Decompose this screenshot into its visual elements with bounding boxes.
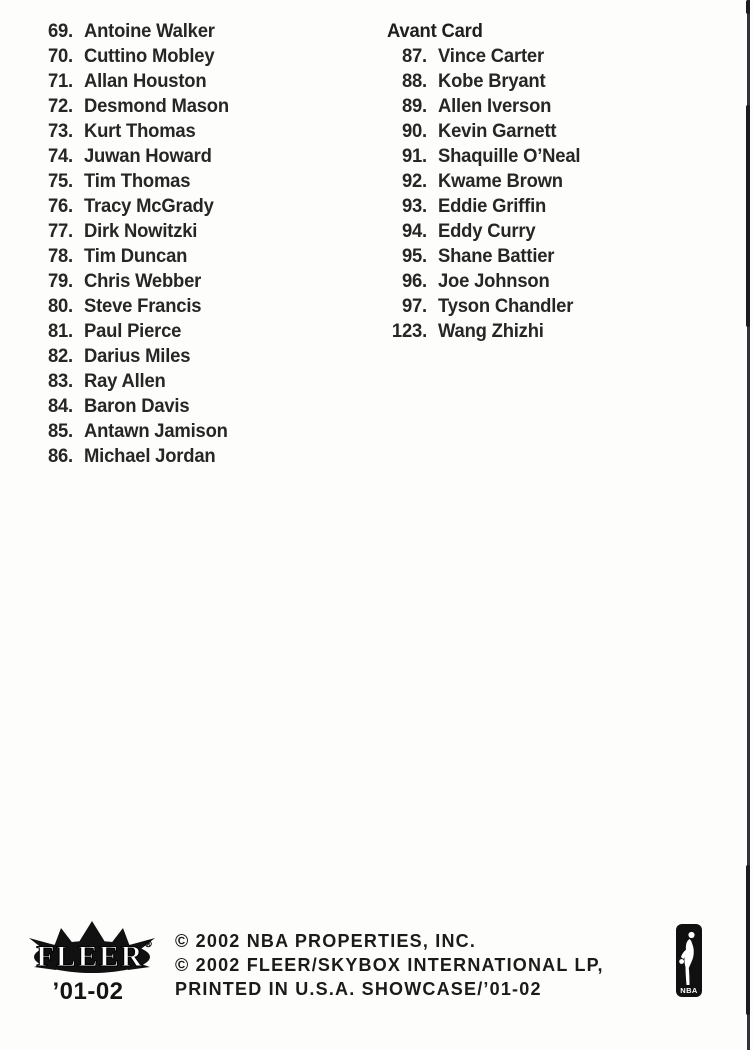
player-name: Ray Allen bbox=[84, 370, 166, 392]
player-name: Kwame Brown bbox=[438, 170, 563, 192]
card-number: 94. bbox=[401, 220, 427, 242]
fleer-wordmark: FLEER bbox=[36, 940, 144, 973]
card-number: 84. bbox=[47, 395, 73, 417]
checklist-row bbox=[38, 169, 233, 194]
card-number: 81. bbox=[47, 320, 73, 342]
copyright-line-3: PRINTED IN U.S.A. SHOWCASE/’01-02 bbox=[175, 979, 542, 999]
checklist-row bbox=[383, 144, 585, 169]
player-name: Tracy McGrady bbox=[84, 195, 214, 217]
nba-logo-label: NBA bbox=[680, 986, 698, 995]
checklist-row bbox=[38, 19, 233, 44]
player-name: Vince Carter bbox=[438, 45, 544, 67]
card-number: 123. bbox=[391, 320, 427, 342]
checklist-row bbox=[383, 94, 585, 119]
player-name: Tim Duncan bbox=[84, 245, 188, 267]
checklist-row bbox=[383, 119, 585, 144]
checklist-row bbox=[38, 394, 233, 419]
checklist-row bbox=[383, 294, 585, 319]
player-name: Steve Francis bbox=[84, 295, 202, 317]
checklist-column-left bbox=[38, 19, 233, 469]
avant-card-header: Avant Card bbox=[387, 20, 483, 42]
checklist-row bbox=[38, 94, 233, 119]
checklist-column-right bbox=[383, 19, 585, 344]
checklist-row bbox=[383, 319, 585, 344]
player-name: Juwan Howard bbox=[84, 145, 212, 167]
card-number: 74. bbox=[47, 145, 73, 167]
player-name: Chris Webber bbox=[84, 270, 202, 292]
card-number: 89. bbox=[401, 95, 427, 117]
player-name: Paul Pierce bbox=[84, 320, 182, 342]
checklist-row bbox=[38, 294, 233, 319]
card-number: 79. bbox=[47, 270, 73, 292]
card-number: 96. bbox=[401, 270, 427, 292]
player-name: Kevin Garnett bbox=[438, 120, 557, 142]
checklist-right-items bbox=[383, 44, 585, 344]
card-number: 90. bbox=[401, 120, 427, 142]
player-name: Shane Battier bbox=[438, 245, 555, 267]
checklist-row bbox=[38, 219, 233, 244]
player-name: Tyson Chandler bbox=[438, 295, 574, 317]
column-header-row bbox=[383, 19, 585, 44]
card-number: 75. bbox=[47, 170, 73, 192]
checklist-row bbox=[38, 444, 233, 469]
player-name: Darius Miles bbox=[84, 345, 191, 367]
nba-logo bbox=[676, 924, 702, 1002]
checklist-row bbox=[383, 269, 585, 294]
registered-mark-icon: ® bbox=[145, 939, 152, 949]
nba-logoman-icon bbox=[676, 924, 702, 997]
checklist-row bbox=[38, 69, 233, 94]
scan-edge-mark bbox=[746, 865, 750, 1015]
checklist-row bbox=[38, 419, 233, 444]
fleer-crown-icon bbox=[28, 920, 156, 976]
scan-edge-mark bbox=[746, 0, 750, 14]
card-number: 73. bbox=[47, 120, 73, 142]
checklist-row bbox=[38, 369, 233, 394]
card-number: 77. bbox=[47, 220, 73, 242]
card-number: 83. bbox=[47, 370, 73, 392]
player-name: Allen Iverson bbox=[438, 95, 552, 117]
checklist-row bbox=[38, 144, 233, 169]
player-name: Dirk Nowitzki bbox=[84, 220, 198, 242]
card-number: 78. bbox=[47, 245, 73, 267]
player-name: Cuttino Mobley bbox=[84, 45, 215, 67]
player-name: Shaquille O’Neal bbox=[438, 145, 581, 167]
checklist-row bbox=[38, 344, 233, 369]
player-name: Joe Johnson bbox=[438, 270, 550, 292]
fleer-year-label: ’01-02 bbox=[52, 978, 124, 1005]
player-name: Antawn Jamison bbox=[84, 420, 228, 442]
checklist-row bbox=[38, 269, 233, 294]
checklist-row bbox=[38, 244, 233, 269]
player-name: Michael Jordan bbox=[84, 445, 216, 467]
scan-edge-mark bbox=[746, 105, 750, 327]
card-number: 80. bbox=[47, 295, 73, 317]
copyright-block bbox=[175, 929, 604, 1001]
card-number: 97. bbox=[401, 295, 427, 317]
checklist-row bbox=[38, 119, 233, 144]
checklist-row bbox=[38, 44, 233, 69]
player-name: Eddy Curry bbox=[438, 220, 536, 242]
player-name: Tim Thomas bbox=[84, 170, 191, 192]
card-number: 69. bbox=[47, 20, 73, 42]
player-name: Baron Davis bbox=[84, 395, 190, 417]
player-name: Desmond Mason bbox=[84, 95, 229, 117]
copyright-line-1: © 2002 NBA PROPERTIES, INC. bbox=[175, 931, 477, 951]
player-name: Antoine Walker bbox=[84, 20, 215, 42]
card-number: 91. bbox=[401, 145, 427, 167]
checklist-row bbox=[383, 169, 585, 194]
checklist-row bbox=[383, 219, 585, 244]
card-number: 95. bbox=[401, 245, 427, 267]
copyright-line-2: © 2002 FLEER/SKYBOX INTERNATIONAL LP, bbox=[175, 955, 604, 975]
card-number: 88. bbox=[401, 70, 427, 92]
card-number: 92. bbox=[401, 170, 427, 192]
player-name: Allan Houston bbox=[84, 70, 207, 92]
card-number: 71. bbox=[47, 70, 73, 92]
fleer-logo bbox=[28, 920, 156, 1006]
card-number: 85. bbox=[47, 420, 73, 442]
card-number: 86. bbox=[47, 445, 73, 467]
checklist-row bbox=[38, 194, 233, 219]
player-name: Wang Zhizhi bbox=[438, 320, 544, 342]
player-name: Eddie Griffin bbox=[438, 195, 547, 217]
card-number: 70. bbox=[47, 45, 73, 67]
player-name: Kobe Bryant bbox=[438, 70, 546, 92]
card-number: 82. bbox=[47, 345, 73, 367]
card-number: 93. bbox=[401, 195, 427, 217]
checklist-row bbox=[383, 44, 585, 69]
checklist-row bbox=[383, 244, 585, 269]
checklist-row bbox=[383, 194, 585, 219]
checklist-row bbox=[38, 319, 233, 344]
card-number: 76. bbox=[47, 195, 73, 217]
card-number: 72. bbox=[47, 95, 73, 117]
checklist-row bbox=[383, 69, 585, 94]
player-name: Kurt Thomas bbox=[84, 120, 196, 142]
card-number: 87. bbox=[401, 45, 427, 67]
